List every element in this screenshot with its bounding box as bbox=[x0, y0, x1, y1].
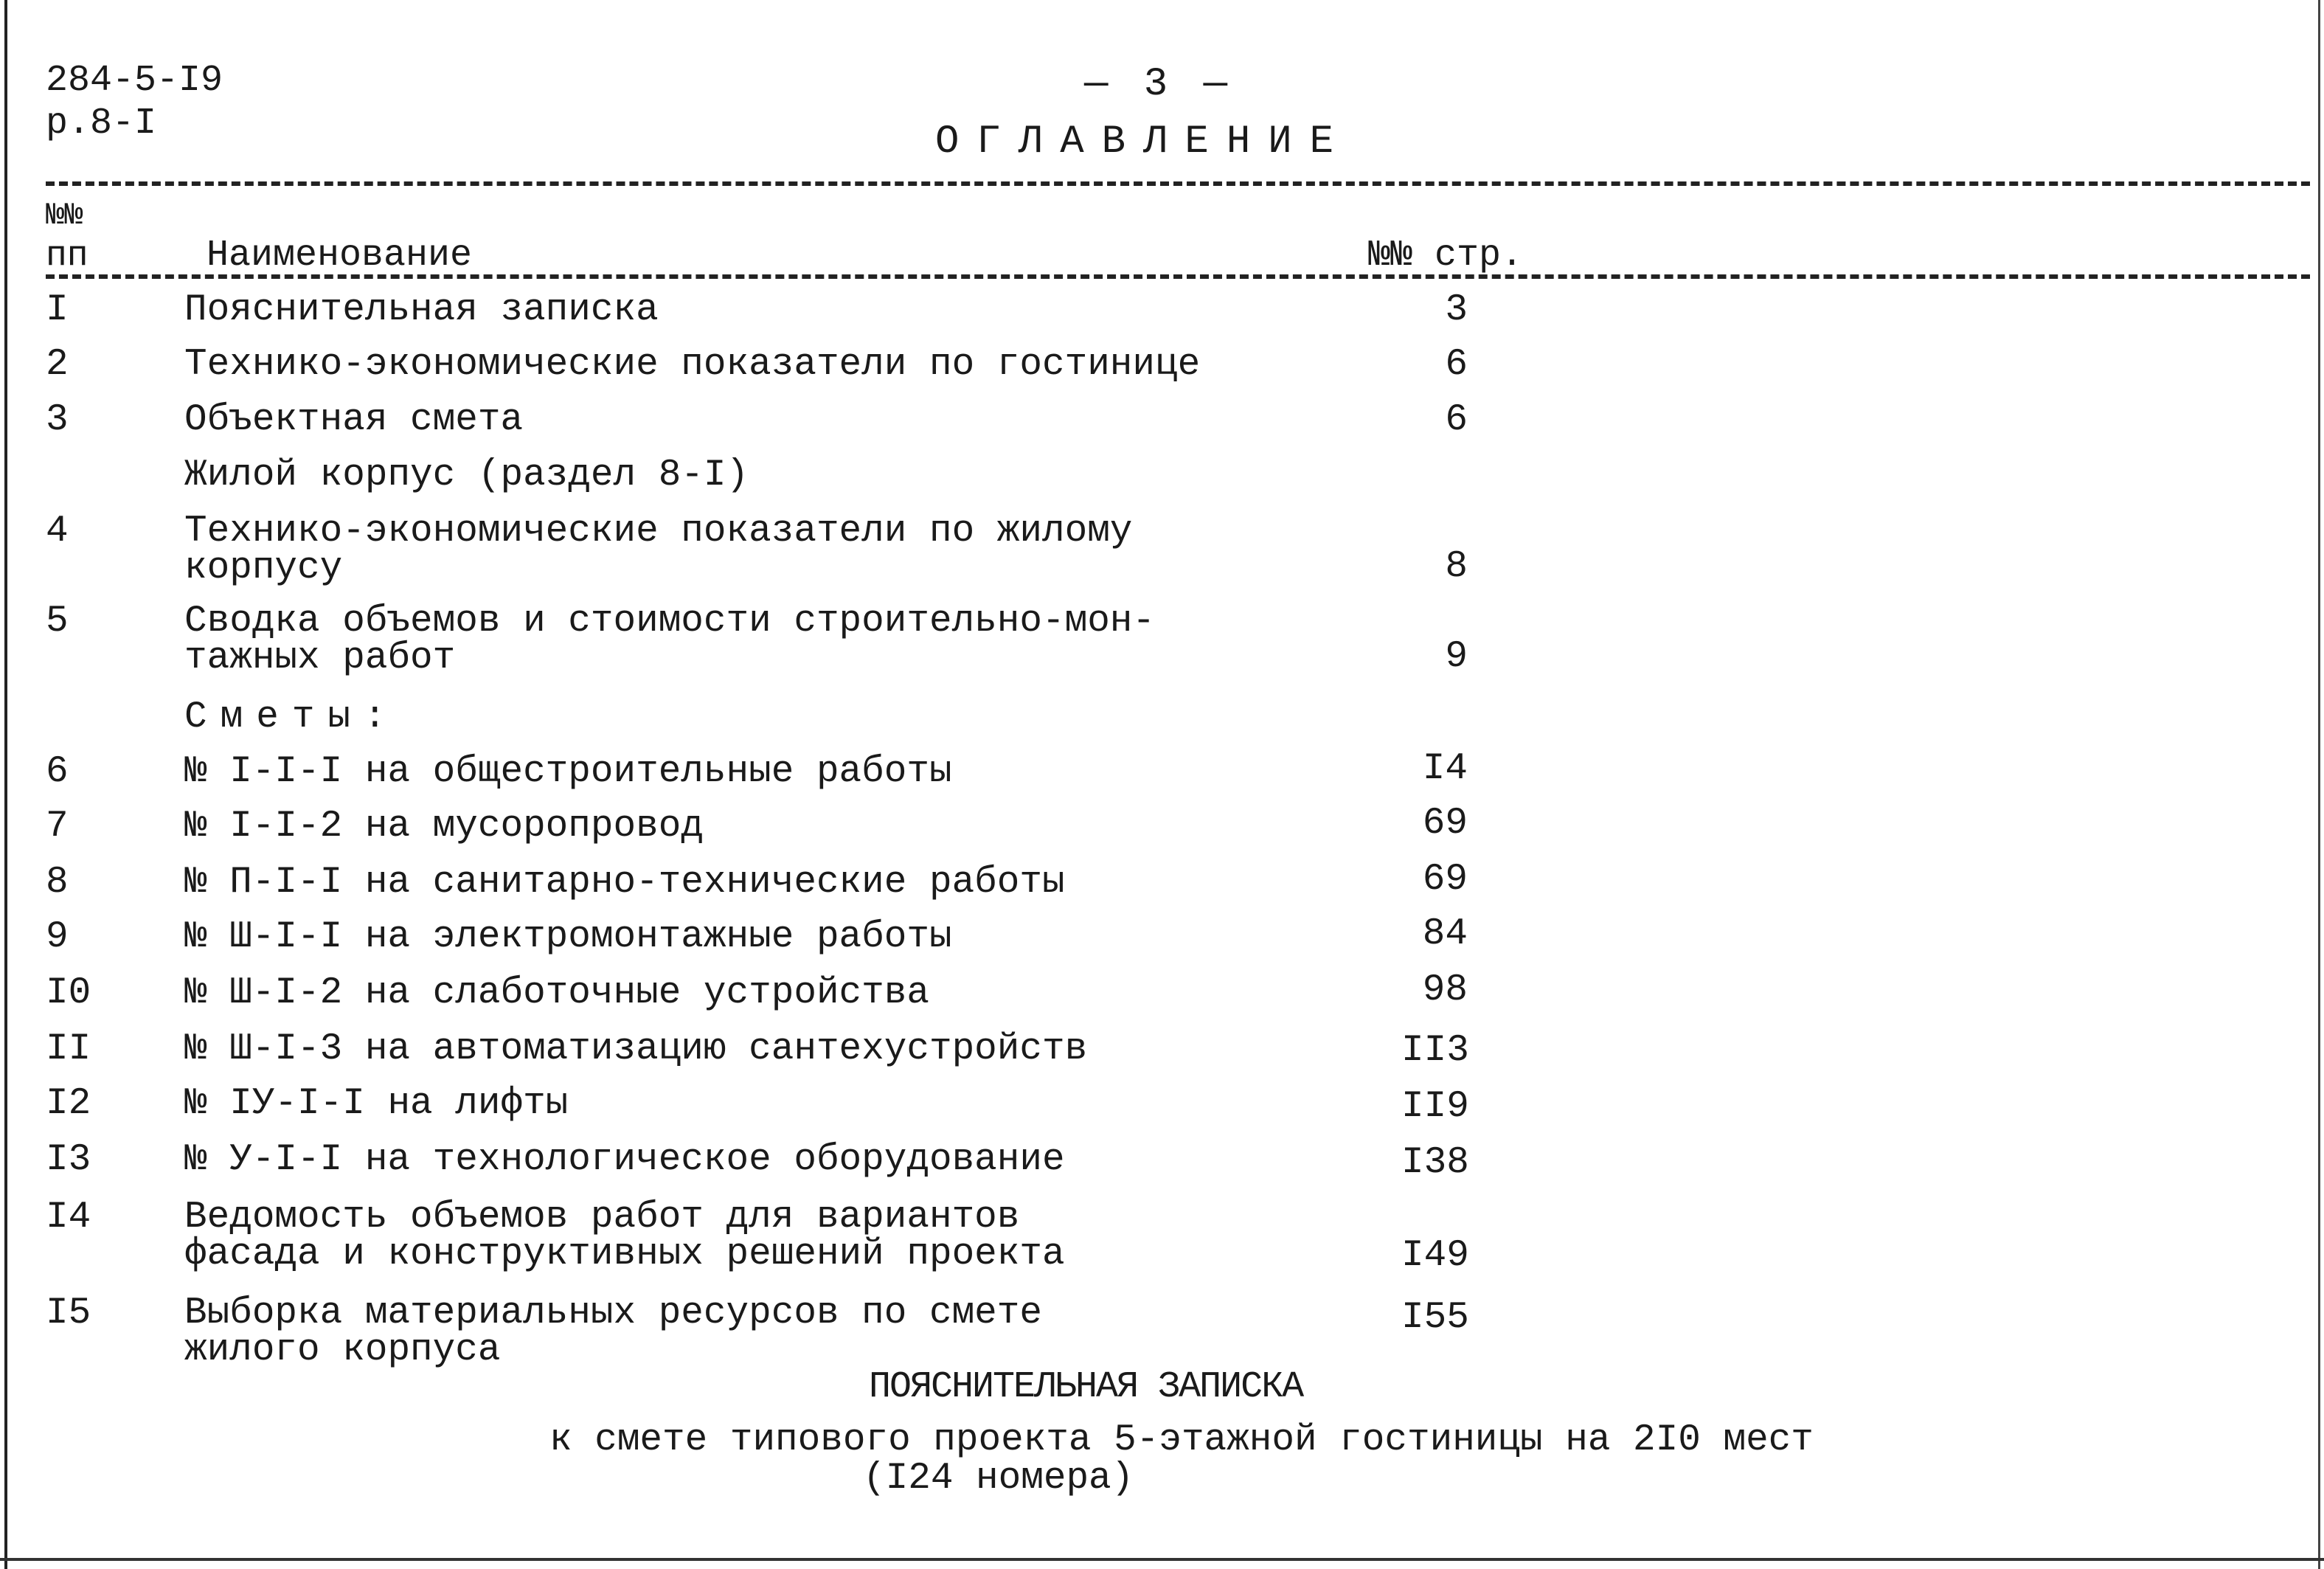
toc-row-page: 8 bbox=[1445, 546, 1468, 588]
column-header-number-line1: №№ bbox=[46, 198, 83, 233]
toc-row-title: № Ш-I-2 на слаботочные устройства bbox=[184, 972, 929, 1014]
toc-row-page: II9 bbox=[1401, 1086, 1469, 1128]
toc-row-number: 3 bbox=[46, 399, 69, 441]
toc-row-title-line2: жилого корпуса bbox=[184, 1329, 501, 1371]
toc-row-page: 69 bbox=[1422, 803, 1468, 845]
explanatory-note-subtitle-line2: (I24 номера) bbox=[863, 1458, 1134, 1500]
toc-row-title-line2: фасада и конструктивных решений проекта bbox=[184, 1233, 1065, 1275]
toc-row-title: Пояснительная записка bbox=[184, 289, 659, 331]
document-code: 284-5-I9 bbox=[46, 60, 223, 102]
toc-row-page: I38 bbox=[1401, 1142, 1469, 1184]
page-border-bottom bbox=[0, 1558, 2324, 1561]
toc-row-number: II bbox=[46, 1028, 91, 1070]
toc-row-title-line1: Ведомость объемов работ для вариантов bbox=[184, 1196, 1020, 1239]
toc-row-title: № Ш-I-3 на автоматизацию сантехустройств bbox=[184, 1028, 1088, 1070]
toc-row-title-line2: корпусу bbox=[184, 547, 343, 589]
toc-row-title: Объектная смета bbox=[184, 399, 524, 441]
toc-row-number: I5 bbox=[46, 1292, 91, 1334]
toc-row-number: 6 bbox=[46, 751, 69, 793]
toc-row-number: 5 bbox=[46, 600, 69, 643]
toc-row-title: Технико-экономические показатели по гостинице bbox=[184, 344, 1201, 386]
toc-row-number: 4 bbox=[46, 510, 69, 553]
toc-row-title: № I-I-2 на мусоропровод bbox=[184, 806, 704, 848]
toc-title: ОГЛАВЛЕНИЕ bbox=[935, 120, 1352, 164]
toc-row-page: 98 bbox=[1422, 969, 1468, 1011]
toc-row-number: I3 bbox=[46, 1139, 91, 1181]
toc-row-title: № Ш-I-I на электромонтажные работы bbox=[184, 916, 952, 958]
dashed-divider-top bbox=[46, 181, 2310, 186]
column-header-number-line2: пп bbox=[46, 236, 89, 276]
explanatory-note-title: ПОЯСНИТЕЛЬНАЯ ЗАПИСКА bbox=[869, 1366, 1303, 1408]
toc-subheading-title: Сметы: bbox=[184, 696, 400, 738]
toc-row-page: 69 bbox=[1422, 859, 1468, 901]
toc-row-page: 6 bbox=[1445, 399, 1468, 441]
toc-row-title-line1: Выборка материальных ресурсов по смете bbox=[184, 1292, 1042, 1334]
dashed-divider-header bbox=[46, 274, 2310, 279]
toc-row-title: № У-I-I на технологическое оборудование bbox=[184, 1139, 1065, 1181]
toc-row-number: 9 bbox=[46, 916, 69, 958]
toc-row-number: 7 bbox=[46, 806, 69, 848]
toc-row-title: № IУ-I-I на лифты bbox=[184, 1083, 569, 1125]
toc-row-title: № I-I-I на общестроительные работы bbox=[184, 751, 952, 793]
toc-row-page: I55 bbox=[1401, 1297, 1469, 1339]
toc-row-number: I4 bbox=[46, 1196, 91, 1239]
toc-row-page: 3 bbox=[1445, 289, 1468, 331]
toc-row-title: № П-I-I на санитарно-технические работы bbox=[184, 862, 1065, 904]
toc-row-page: 9 bbox=[1445, 636, 1468, 678]
toc-row-page: II3 bbox=[1401, 1030, 1469, 1072]
page-border-right bbox=[2318, 0, 2320, 1569]
toc-row-page: I4 bbox=[1422, 748, 1468, 790]
column-header-name: Наименование bbox=[207, 235, 473, 277]
page-number: — 3 — bbox=[1084, 62, 1234, 107]
toc-row-page: 6 bbox=[1445, 344, 1468, 386]
toc-row-number: I0 bbox=[46, 972, 91, 1014]
page-border-left bbox=[4, 0, 7, 1569]
section-code: р.8-I bbox=[46, 103, 157, 145]
toc-row-page: I49 bbox=[1401, 1235, 1469, 1277]
toc-row-page: 84 bbox=[1422, 913, 1468, 955]
toc-row-number: I2 bbox=[46, 1083, 91, 1125]
column-header-page: №№ стр. bbox=[1368, 235, 1524, 277]
toc-row-number: 8 bbox=[46, 862, 69, 904]
toc-subheading-title: Жилой корпус (раздел 8-I) bbox=[184, 454, 749, 496]
toc-row-title-line1: Сводка объемов и стоимости строительно-мон- bbox=[184, 600, 1156, 643]
toc-row-number: I bbox=[46, 289, 69, 331]
toc-row-title-line1: Технико-экономические показатели по жилому bbox=[184, 510, 1133, 553]
toc-row-title-line2: тажных работ bbox=[184, 637, 456, 679]
explanatory-note-subtitle-line1: к смете типового проекта 5-этажной гостиницы на 2I0 мест bbox=[549, 1419, 1814, 1461]
toc-row-number: 2 bbox=[46, 344, 69, 386]
